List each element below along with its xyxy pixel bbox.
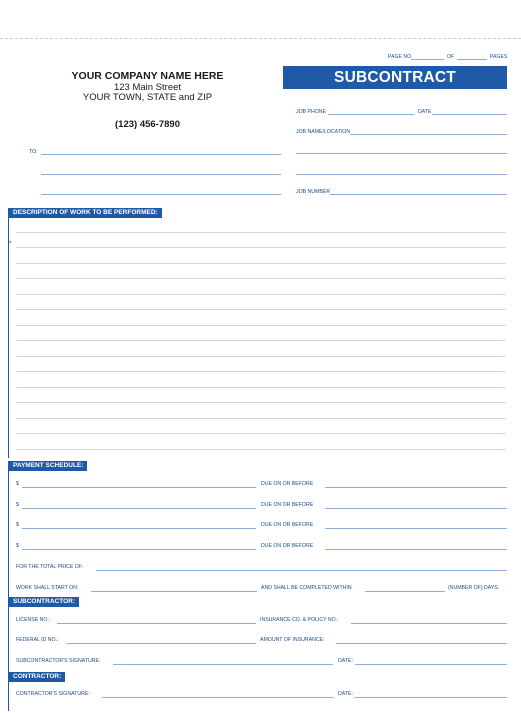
payment-4-currency: $ [16, 543, 19, 549]
insurance-amount-field[interactable] [336, 643, 507, 644]
insurance-field[interactable] [351, 623, 507, 624]
description-line[interactable] [16, 294, 506, 295]
job-phone-field[interactable] [328, 114, 414, 115]
job-number-field[interactable] [330, 194, 507, 195]
page-no-label: PAGE NO. [388, 54, 413, 60]
page-no-field[interactable] [411, 59, 444, 60]
contractor-header: CONTRACTOR: [9, 672, 65, 682]
to-label: TO: [29, 149, 38, 155]
document-title: SUBCONTRACT AGREEMENT [283, 66, 507, 89]
license-field[interactable] [57, 623, 256, 624]
to-line-3[interactable] [41, 194, 281, 195]
federal-id-label: FEDERAL ID NO.: [16, 637, 59, 643]
payment-header: PAYMENT SCHEDULE: [9, 461, 87, 471]
job-phone-label: JOB PHONE [296, 109, 326, 115]
description-line[interactable] [16, 418, 506, 419]
total-price-field[interactable] [96, 570, 507, 571]
description-line[interactable] [16, 263, 506, 264]
perforation-line [0, 38, 521, 39]
payment-2-amount[interactable] [22, 508, 256, 509]
federal-id-field[interactable] [67, 643, 256, 644]
company-phone: (123) 456-7890 [115, 119, 180, 130]
payment-3-due-label: DUE ON OR BEFORE [261, 522, 314, 528]
pages-field[interactable] [457, 59, 487, 60]
subcontractor-signature-label: SUBCONTRACTOR'S SIGNATURE: [16, 658, 101, 664]
payment-3-amount[interactable] [22, 528, 256, 529]
description-marker: > [8, 240, 12, 246]
description-line[interactable] [16, 325, 506, 326]
company-street: 123 Main Street [113, 82, 182, 93]
payment-4-amount[interactable] [22, 549, 256, 550]
job-name-line-3[interactable] [296, 174, 507, 175]
date-label: DATE [418, 109, 432, 115]
payment-2-currency: $ [16, 502, 19, 508]
job-name-field[interactable] [350, 134, 507, 135]
description-line[interactable] [16, 449, 506, 450]
work-start-label: WORK SHALL START ON: [16, 585, 79, 591]
contractor-date-field[interactable] [355, 697, 507, 698]
payment-1-currency: $ [16, 481, 19, 487]
job-number-label: JOB NUMBER [296, 189, 331, 195]
payment-2-due-field[interactable] [325, 508, 507, 509]
payment-4-due-field[interactable] [325, 549, 507, 550]
description-line[interactable] [16, 247, 506, 248]
completed-within-field[interactable] [365, 591, 445, 592]
description-line[interactable] [16, 340, 506, 341]
description-line[interactable] [16, 309, 506, 310]
subcontractor-signature-field[interactable] [113, 664, 333, 665]
subcontractor-header: SUBCONTRACTOR: [9, 597, 79, 607]
payment-3-currency: $ [16, 522, 19, 528]
insurance-amount-label: AMOUNT OF INSURANCE: [260, 637, 325, 643]
description-line[interactable] [16, 356, 506, 357]
date-field[interactable] [432, 114, 507, 115]
payment-4-due-label: DUE ON OR BEFORE [261, 543, 314, 549]
subcontractor-date-field[interactable] [355, 664, 507, 665]
payment-3-due-field[interactable] [325, 528, 507, 529]
description-header: DESCRIPTION OF WORK TO BE PERFORMED: [9, 208, 162, 218]
license-label: LICENSE NO.: [16, 617, 51, 623]
contractor-signature-field[interactable] [102, 697, 333, 698]
company-city: YOUR TOWN, STATE and ZIP [82, 92, 213, 103]
payment-1-due-field[interactable] [325, 487, 507, 488]
days-label: (NUMBER OF) DAYS. [448, 585, 500, 591]
payment-2-due-label: DUE ON OR BEFORE [261, 502, 314, 508]
payment-1-amount[interactable] [22, 487, 256, 488]
job-name-label: JOB NAME/LOCATION [296, 129, 351, 135]
to-field[interactable] [41, 154, 281, 155]
job-name-line-2[interactable] [296, 153, 507, 154]
insurance-label: INSURANCE CO. & POLICY NO.: [260, 617, 339, 623]
description-line[interactable] [16, 232, 506, 233]
description-line[interactable] [16, 278, 506, 279]
description-line[interactable] [16, 433, 506, 434]
pages-label: PAGES [490, 54, 508, 60]
contractor-signature-label: CONTRACTOR'S SIGNATURE: [16, 691, 90, 697]
total-price-label: FOR THE TOTAL PRICE OF: [16, 564, 84, 570]
subcontractor-date-label: DATE: [338, 658, 353, 664]
company-name: YOUR COMPANY NAME HERE [71, 70, 224, 82]
payment-1-due-label: DUE ON OR BEFORE [261, 481, 314, 487]
description-line[interactable] [16, 371, 506, 372]
completed-within-label: AND SHALL BE COMPLETED WITHIN [261, 585, 352, 591]
contractor-date-label: DATE: [338, 691, 353, 697]
of-label: OF [447, 54, 455, 60]
to-line-2[interactable] [41, 174, 281, 175]
work-start-field[interactable] [91, 591, 257, 592]
description-line[interactable] [16, 402, 506, 403]
description-line[interactable] [16, 387, 506, 388]
